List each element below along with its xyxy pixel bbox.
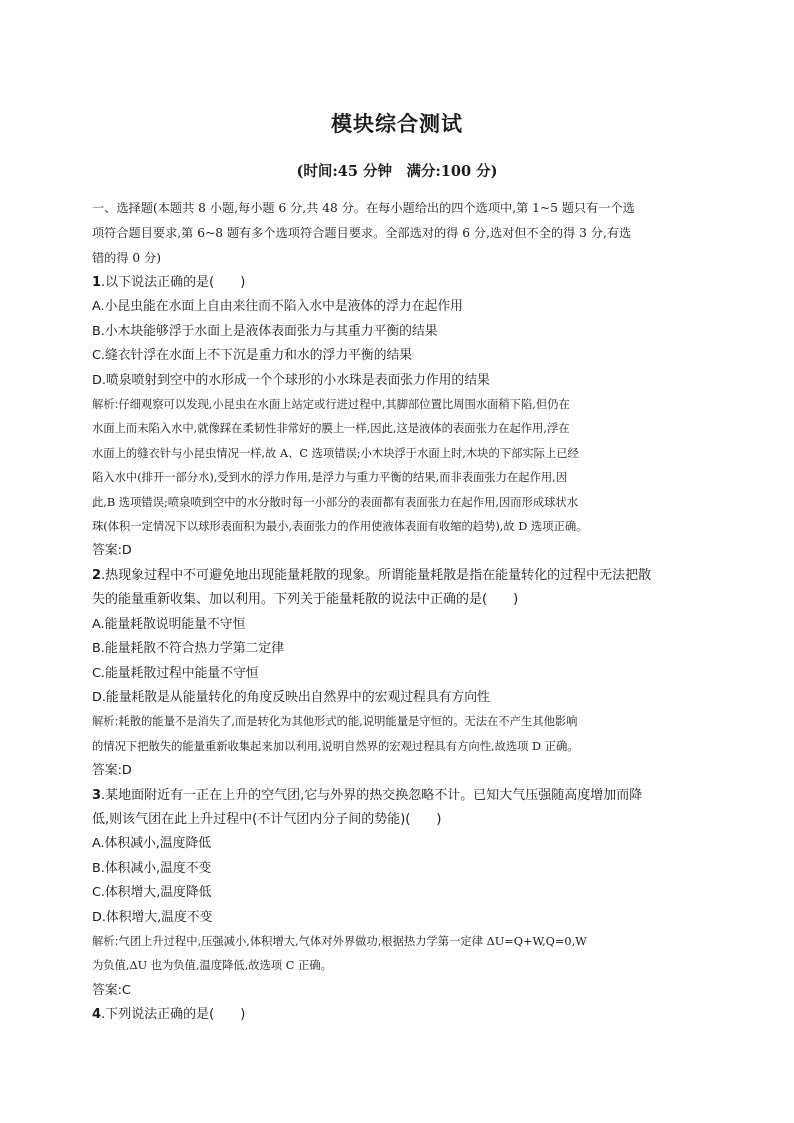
option-d: D.体积增大,温度不变: [92, 909, 213, 925]
question-2: [92, 564, 720, 784]
explanation-line: 此,B 选项错误;喷泉喷到空中的水分散时每一小部分的表面都有表面张力在起作用,因而形成球状水: [92, 495, 579, 509]
option-a: A.小昆虫能在水面上自由来往而不陷入水中是液体的浮力在起作用: [92, 299, 463, 315]
question-4: [92, 1003, 720, 1027]
explanation-text: 仔细观察可以发现,小昆虫在水面上站定或行进过程中,其脚部位置比周围水面稍下陷,但仍在: [118, 398, 570, 412]
explanation-label: 解析:: [92, 398, 119, 412]
question-stem-text: 失的能量重新收集、加以利用。下列关于能量耗散的说法中正确的是( ): [92, 592, 519, 608]
question-number: 4: [92, 1007, 102, 1023]
question-stem-text: .以下说法正确的是( ): [101, 275, 246, 290]
answer: 答案:D: [92, 763, 132, 779]
section-intro-line: 项符合题目要求,第 6~8 题有多个选项符合题目要求。全部选对的得 6 分,选对但不全的得 3 分,有选: [92, 226, 632, 240]
question-number: 1: [92, 275, 102, 290]
explanation-text: 气团上升过程中,压强减小,体积增大,气体对外界做功,根据热力学第一定律 ΔU=Q+W,Q=0,W: [118, 934, 587, 948]
explanation-line: 的情况下把散失的能量重新收集起来加以利用,说明自然界的宏观过程具有方向性,故选项 D 正确。: [92, 739, 579, 753]
question-number: 2: [92, 567, 102, 583]
option-d: D.能量耗散是从能量转化的角度反映出自然界中的宏观过程具有方向性: [92, 689, 490, 705]
explanation-label: 解析:: [92, 934, 119, 948]
page-title: 模块综合测试: [331, 112, 463, 136]
explanation-text: 耗散的能量不是消失了,而是转化为其他形式的能,说明能量是守恒的。无法在不产生其他影响: [118, 715, 578, 729]
explanation-label: 解析:: [92, 715, 119, 729]
option-b: B.小木块能够浮于水面上是液体表面张力与其重力平衡的结果: [92, 323, 438, 339]
question-stem: [92, 564, 720, 588]
option-b: B.体积减小,温度不变: [92, 860, 212, 876]
question-stem-text: .某地面附近有一正在上升的空气团,它与外界的热交换忽略不计。已知大气压强随高度增加而降: [101, 787, 643, 803]
option-a: A.能量耗散说明能量不守恒: [92, 616, 246, 632]
option-b: B.能量耗散不符合热力学第二定律: [92, 641, 285, 657]
question-stem-text: .热现象过程中不可避免地出现能量耗散的现象。所谓能量耗散是指在能量转化的过程中无法把散: [101, 567, 652, 583]
question-1: [92, 271, 720, 564]
question-stem: [92, 271, 720, 295]
option-d: D.喷泉喷射到空中的水形成一个个球形的小水珠是表面张力作用的结果: [92, 372, 490, 388]
document-content: [92, 196, 720, 1028]
explanation-line: [92, 710, 720, 734]
explanation-line: [92, 393, 720, 417]
explanation-line: 珠(体积一定情况下以球形表面积为最小,表面张力的作用使液体表面有收缩的趋势),故 D 选项正确。: [92, 520, 588, 534]
page-subtitle: (时间:45 分钟 满分:100 分): [296, 163, 498, 180]
option-c: C.体积增大,温度降低: [92, 885, 212, 901]
option-c: C.能量耗散过程中能量不守恒: [92, 665, 259, 681]
section-intro-line: 错的得 0 分): [92, 251, 162, 265]
question-stem: [92, 784, 720, 808]
question-number: 3: [92, 787, 102, 803]
explanation-line: 水面上的缝衣针与小昆虫情况一样,故 A、C 选项错误;小木块浮于水面上时,木块的下部实际上已经: [92, 446, 579, 460]
option-a: A.体积减小,温度降低: [92, 836, 212, 852]
option-c: C.缝衣针浮在水面上不下沉是重力和水的浮力平衡的结果: [92, 348, 413, 364]
question-stem-text: 低,则该气团在此上升过程中(不计气团内分子间的势能)( ): [92, 811, 442, 827]
question-stem-text: .下列说法正确的是( ): [101, 1007, 246, 1023]
question-3: [92, 784, 720, 1004]
explanation-line: 为负值,ΔU 也为负值,温度降低,故选项 C 正确。: [92, 959, 332, 973]
answer: 答案:C: [92, 982, 131, 998]
explanation-line: [92, 930, 720, 954]
answer: 答案:D: [92, 543, 132, 559]
section-intro-line: 一、选择题(本题共 8 小题,每小题 6 分,共 48 分。在每小题给出的四个选项中,第 1~5 题只有一个选: [92, 201, 635, 215]
explanation-line: 水面上而未陷入水中,就像踩在柔韧性非常好的膜上一样,因此,这是液体的表面张力在起作用,浮在: [92, 422, 570, 436]
question-stem: [92, 1003, 720, 1027]
explanation-line: 陷入水中(排开一部分水),受到水的浮力作用,是浮力与重力平衡的结果,而非表面张力在起作用,因: [92, 471, 568, 485]
section-intro: [92, 196, 720, 271]
